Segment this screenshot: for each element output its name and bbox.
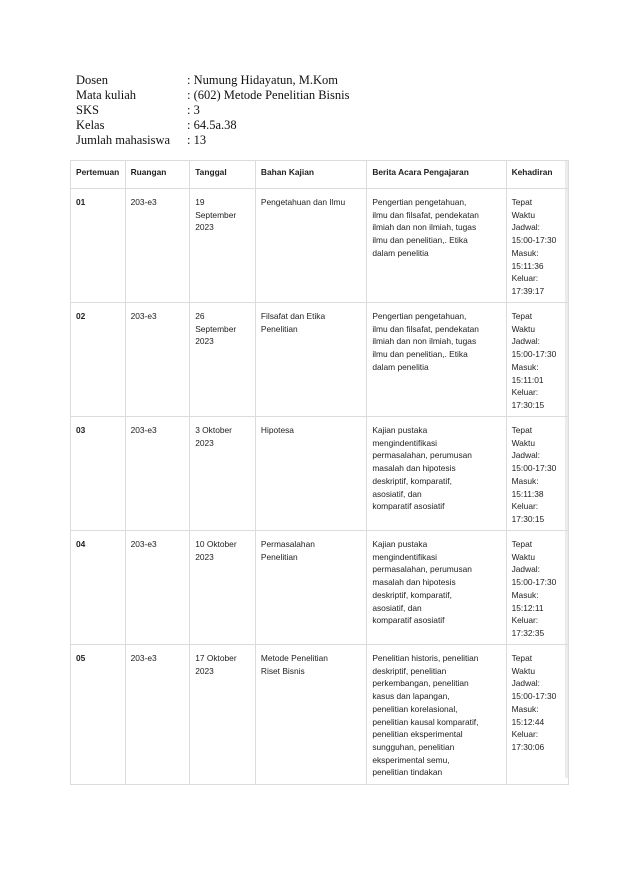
cell-line: Tepat bbox=[511, 653, 533, 663]
cell-line: Waktu bbox=[511, 437, 535, 448]
cell-bahan-kajian bbox=[255, 645, 366, 785]
cell-line: 2023 bbox=[195, 551, 214, 562]
meta-row-kelas bbox=[76, 118, 349, 133]
cell-line: Keluar: bbox=[511, 387, 539, 398]
cell-line: Tepat bbox=[511, 311, 533, 321]
cell-ruangan: 203-e3 bbox=[125, 303, 190, 417]
cell-pertemuan: 02 bbox=[71, 303, 126, 417]
cell-line: 15:00-17:30 bbox=[511, 235, 557, 246]
cell-line: 15:00-17:30 bbox=[511, 349, 557, 360]
cell-line: mengindentifikasi bbox=[372, 437, 438, 448]
cell-tanggal bbox=[190, 531, 256, 645]
table-row bbox=[71, 303, 569, 417]
cell-line: penelitian eksperimental bbox=[372, 729, 463, 740]
cell-line: Waktu bbox=[511, 209, 535, 220]
cell-bahan-kajian bbox=[255, 531, 366, 645]
cell-line: ilmu dan filsafat, pendekatan bbox=[372, 209, 479, 220]
cell-line: 2023 bbox=[195, 222, 214, 233]
cell-line: asosiatif, dan bbox=[372, 488, 422, 499]
cell-bahan-kajian bbox=[255, 189, 366, 303]
meta-key: Mata kuliah bbox=[76, 88, 137, 102]
header-kehadiran: Kehadiran bbox=[506, 161, 568, 189]
cell-line: Keluar: bbox=[511, 273, 539, 284]
cell-ruangan: 203-e3 bbox=[125, 531, 190, 645]
table-row bbox=[71, 531, 569, 645]
cell-line: ilmu dan filsafat, pendekatan bbox=[372, 323, 479, 334]
cell-line: Jadwal: bbox=[511, 336, 540, 347]
cell-line: Penelitian bbox=[260, 323, 298, 334]
meta-row-mata-kuliah bbox=[76, 88, 349, 103]
cell-line: komparatif asosiatif bbox=[372, 615, 445, 626]
cell-line: Pengertian pengetahuan, bbox=[372, 197, 467, 207]
cell-line: masalah dan hipotesis bbox=[372, 577, 456, 588]
cell-kehadiran bbox=[506, 417, 568, 531]
cell-line: Metode Penelitian bbox=[260, 653, 328, 663]
header-pertemuan: Pertemuan bbox=[71, 161, 126, 189]
cell-kehadiran bbox=[506, 189, 568, 303]
cell-ruangan: 203-e3 bbox=[125, 417, 190, 531]
cell-line: Waktu bbox=[511, 551, 535, 562]
cell-line: kasus dan lapangan, bbox=[372, 691, 450, 702]
cell-line: 17:30:06 bbox=[511, 741, 545, 752]
table-header-row bbox=[71, 161, 569, 189]
cell-line: Keluar: bbox=[511, 729, 539, 740]
cell-line: Penelitian historis, penelitian bbox=[372, 653, 479, 663]
cell-line: masalah dan hipotesis bbox=[372, 463, 456, 474]
cell-line: Riset Bisnis bbox=[260, 665, 305, 676]
cell-tanggal bbox=[190, 303, 256, 417]
cell-line: Pengertian pengetahuan, bbox=[372, 311, 467, 321]
cell-pertemuan: 03 bbox=[71, 417, 126, 531]
cell-line: penelitian tindakan bbox=[372, 767, 443, 778]
cell-line: permasalahan, perumusan bbox=[372, 450, 472, 461]
cell-line: dalam penelitia bbox=[372, 247, 429, 258]
cell-line: asosiatif, dan bbox=[372, 602, 422, 613]
cell-line: 17:30:15 bbox=[511, 399, 545, 410]
meta-key: Jumlah mahasiswa bbox=[76, 133, 171, 147]
meta-value: : Numung Hidayatun, M.Kom bbox=[187, 73, 339, 87]
cell-line: Waktu bbox=[511, 323, 535, 334]
cell-line: dalam penelitia bbox=[372, 361, 429, 372]
meta-row-jumlah-mahasiswa bbox=[76, 133, 349, 148]
cell-line: Keluar: bbox=[511, 501, 539, 512]
cell-line: 17:32:35 bbox=[511, 627, 545, 638]
cell-line: September bbox=[195, 209, 237, 220]
cell-line: penelitian kausal komparatif, bbox=[372, 716, 479, 727]
cell-line: 15:11:38 bbox=[511, 488, 544, 499]
course-info bbox=[76, 73, 349, 148]
meta-value: : 3 bbox=[187, 103, 200, 117]
cell-line: deskriptif, komparatif, bbox=[372, 589, 452, 600]
cell-line: penelitian korelasional, bbox=[372, 703, 458, 714]
cell-line: Jadwal: bbox=[511, 678, 540, 689]
cell-line: 15:11:01 bbox=[511, 374, 544, 385]
cell-line: ilmiah dan non ilmiah, tugas bbox=[372, 336, 477, 347]
meta-row-dosen bbox=[76, 73, 349, 88]
cell-line: 2023 bbox=[195, 665, 214, 676]
cell-line: Pengetahuan dan Ilmu bbox=[260, 197, 346, 207]
table-row bbox=[71, 417, 569, 531]
cell-berita-acara bbox=[367, 645, 506, 785]
cell-line: permasalahan, perumusan bbox=[372, 564, 472, 575]
cell-kehadiran bbox=[506, 303, 568, 417]
cell-berita-acara bbox=[367, 417, 506, 531]
cell-line: 2023 bbox=[195, 336, 214, 347]
cell-berita-acara bbox=[367, 531, 506, 645]
cell-line: Jadwal: bbox=[511, 222, 540, 233]
cell-line: 17 Oktober bbox=[195, 653, 237, 663]
cell-line: komparatif asosiatif bbox=[372, 501, 445, 512]
attendance-table bbox=[70, 160, 569, 785]
cell-kehadiran bbox=[506, 531, 568, 645]
meta-value: : 13 bbox=[187, 133, 207, 147]
cell-ruangan: 203-e3 bbox=[125, 189, 190, 303]
meta-key: Kelas bbox=[76, 118, 105, 132]
cell-line: 15:00-17:30 bbox=[511, 691, 557, 702]
meta-key: SKS bbox=[76, 103, 99, 117]
cell-line: Hipotesa bbox=[260, 425, 294, 435]
table-row bbox=[71, 645, 569, 785]
cell-line: Waktu bbox=[511, 665, 535, 676]
cell-line: Masuk: bbox=[511, 475, 539, 486]
cell-line: September bbox=[195, 323, 237, 334]
cell-line: perkembangan, penelitian bbox=[372, 678, 469, 689]
cell-line: Tepat bbox=[511, 425, 533, 435]
cell-line: Filsafat dan Etika bbox=[260, 311, 326, 321]
cell-line: 17:39:17 bbox=[511, 285, 545, 296]
cell-line: 15:00-17:30 bbox=[511, 577, 557, 588]
cell-line: Masuk: bbox=[511, 589, 539, 600]
cell-bahan-kajian bbox=[255, 417, 366, 531]
header-tanggal: Tanggal bbox=[190, 161, 256, 189]
cell-line: mengindentifikasi bbox=[372, 551, 438, 562]
cell-line: deskriptif, komparatif, bbox=[372, 475, 452, 486]
table-row bbox=[71, 189, 569, 303]
cell-line: 2023 bbox=[195, 437, 214, 448]
header-bahan-kajian: Bahan Kajian bbox=[255, 161, 366, 189]
cell-ruangan: 203-e3 bbox=[125, 645, 190, 785]
cell-line: sungguhan, penelitian bbox=[372, 741, 455, 752]
header-berita-acara: Berita Acara Pengajaran bbox=[367, 161, 506, 189]
cell-kehadiran bbox=[506, 645, 568, 785]
cell-pertemuan: 01 bbox=[71, 189, 126, 303]
cell-line: ilmiah dan non ilmiah, tugas bbox=[372, 222, 477, 233]
meta-value: : 64.5a.38 bbox=[187, 118, 237, 132]
cell-line: 15:11:36 bbox=[511, 260, 544, 271]
cell-line: deskriptif, penelitian bbox=[372, 665, 447, 676]
cell-line: Tepat bbox=[511, 539, 533, 549]
cell-tanggal bbox=[190, 645, 256, 785]
cell-line: 15:12:11 bbox=[511, 602, 544, 613]
cell-pertemuan: 04 bbox=[71, 531, 126, 645]
cell-bahan-kajian bbox=[255, 303, 366, 417]
header-ruangan: Ruangan bbox=[125, 161, 190, 189]
meta-row-sks bbox=[76, 103, 349, 118]
cell-line: Permasalahan bbox=[260, 539, 315, 549]
cell-line: Masuk: bbox=[511, 703, 539, 714]
cell-line: Tepat bbox=[511, 197, 533, 207]
cell-line: Keluar: bbox=[511, 615, 539, 626]
cell-line: Penelitian bbox=[260, 551, 298, 562]
cell-line: eksperimental semu, bbox=[372, 754, 450, 765]
cell-line: Masuk: bbox=[511, 361, 539, 372]
cell-line: 15:00-17:30 bbox=[511, 463, 557, 474]
cell-line: 17:30:15 bbox=[511, 513, 545, 524]
cell-line: 19 bbox=[195, 197, 205, 207]
cell-berita-acara bbox=[367, 189, 506, 303]
cell-line: ilmu dan penelitian,. Etika bbox=[372, 349, 468, 360]
cell-line: Jadwal: bbox=[511, 450, 540, 461]
cell-line: Jadwal: bbox=[511, 564, 540, 575]
cell-line: ilmu dan penelitian,. Etika bbox=[372, 235, 468, 246]
cell-line: 15:12:44 bbox=[511, 716, 545, 727]
meta-value: : (602) Metode Penelitian Bisnis bbox=[187, 88, 350, 102]
cell-berita-acara bbox=[367, 303, 506, 417]
cell-tanggal bbox=[190, 189, 256, 303]
cell-line: Masuk: bbox=[511, 247, 539, 258]
cell-line: Kajian pustaka bbox=[372, 425, 428, 435]
cell-line: 10 Oktober bbox=[195, 539, 237, 549]
cell-line: 26 bbox=[195, 311, 205, 321]
cell-tanggal bbox=[190, 417, 256, 531]
cell-line: Kajian pustaka bbox=[372, 539, 428, 549]
cell-pertemuan: 05 bbox=[71, 645, 126, 785]
cell-line: 3 Oktober bbox=[195, 425, 232, 435]
meta-key: Dosen bbox=[76, 73, 108, 87]
